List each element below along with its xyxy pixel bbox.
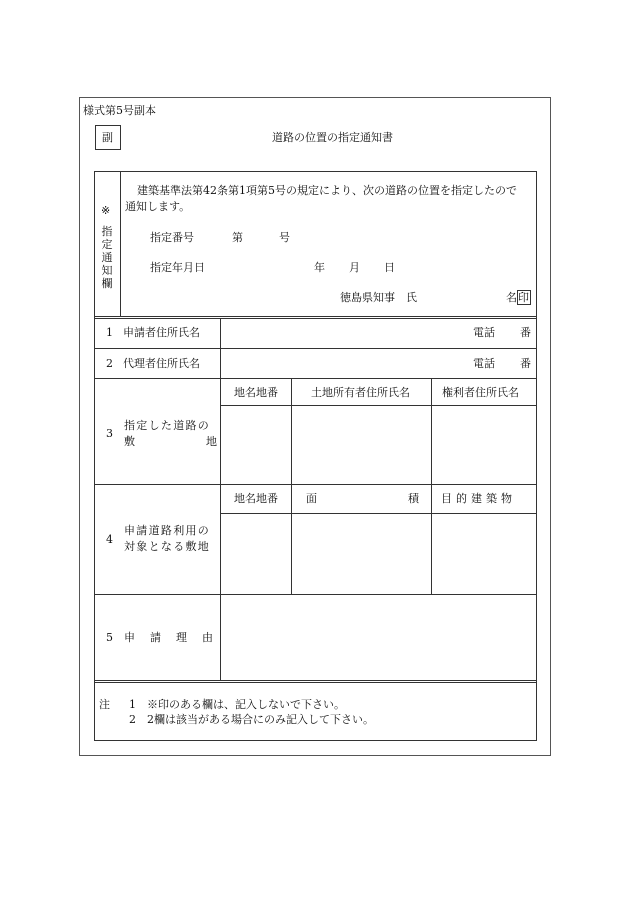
row4-label-line1: 申請道路利用の <box>124 524 211 537</box>
rule-row4-bottom <box>94 594 537 595</box>
row4-col-building-purpose: 目的建築物 <box>441 492 516 505</box>
designation-date-year: 年 <box>314 261 325 274</box>
rule-row1-bottom <box>94 348 537 349</box>
row2-ban-label: 番 <box>520 357 531 370</box>
row4-label-line2: 対象となる敷地 <box>124 540 211 553</box>
row5-label: 申請理由 <box>124 631 228 644</box>
designation-number-label: 指定番号 <box>150 231 194 244</box>
designation-divider <box>120 171 121 317</box>
row4-col-area-b: 積 <box>408 492 419 505</box>
row4-col-lot: 地名地番 <box>234 492 278 505</box>
row1-ban-label: 番 <box>520 326 531 339</box>
row2-tel-label: 電話 <box>473 357 495 370</box>
rule-designation-bottom <box>94 316 537 317</box>
governor-shi: 氏 <box>406 291 417 304</box>
designation-date-day: 日 <box>384 261 395 274</box>
note2-number: 2 <box>129 713 136 726</box>
rule-designation-bottom-double <box>94 318 537 319</box>
note1-text: ※印のある欄は、記入しないで下さい。 <box>147 698 345 711</box>
label-column-divider <box>220 318 221 681</box>
designation-number-go: 号 <box>279 231 290 244</box>
rule-row2-bottom <box>94 378 537 379</box>
seal-mark: 印 <box>518 291 529 304</box>
form-number: 様式第5号副本 <box>83 104 156 117</box>
row4-col-divider-1 <box>291 484 292 594</box>
row1-label: 申請者住所氏名 <box>123 326 200 339</box>
rule-row3-bottom <box>94 484 537 485</box>
row3-label-line1: 指定した道路の <box>124 419 211 432</box>
governor-label: 徳島県知事 <box>340 291 395 304</box>
designation-number-dai: 第 <box>232 231 243 244</box>
governor-mei: 名 <box>506 291 517 304</box>
rule-row4-header <box>220 513 537 514</box>
note2-text: 2欄は該当がある場合にのみ記入して下さい。 <box>147 713 374 726</box>
row4-col-divider-2 <box>431 484 432 594</box>
rule-row5-bottom <box>94 680 537 681</box>
notes-prefix: 注 <box>99 698 110 711</box>
row3-col-lot: 地名地番 <box>234 386 278 399</box>
designation-statement-line1: 建築基準法第42条第1項第5号の規定により、次の道路の位置を指定したので <box>137 184 517 197</box>
row5-number: 5 <box>106 631 113 644</box>
row2-label: 代理者住所氏名 <box>123 357 200 370</box>
designation-date-label: 指定年月日 <box>150 261 205 274</box>
row3-number: 3 <box>106 427 113 440</box>
note1-number: 1 <box>129 698 136 711</box>
designation-statement-line2: 通知します。 <box>125 200 191 213</box>
row3-col-divider-2 <box>431 378 432 484</box>
row3-col-divider-1 <box>291 378 292 484</box>
row4-col-area-a: 面 <box>306 492 317 505</box>
row1-number: 1 <box>106 326 113 339</box>
rule-row5-bottom-double <box>94 682 537 683</box>
copy-mark: 副 <box>102 131 113 144</box>
rule-row3-header <box>220 405 537 406</box>
document-title: 道路の位置の指定通知書 <box>272 131 393 144</box>
row3-label-line2b: 地 <box>206 435 217 448</box>
row3-label-line2a: 敷 <box>124 435 135 448</box>
row3-col-rights-holder: 権利者住所氏名 <box>442 386 519 399</box>
form-table <box>94 171 537 741</box>
designation-mark: ※ <box>101 204 111 217</box>
designation-date-month: 月 <box>349 261 360 274</box>
row4-number: 4 <box>106 533 113 546</box>
row1-tel-label: 電話 <box>473 326 495 339</box>
row2-number: 2 <box>106 357 113 370</box>
row3-col-owner: 土地所有者住所氏名 <box>311 386 410 399</box>
designation-side-label: 指定通知欄 <box>101 225 113 290</box>
